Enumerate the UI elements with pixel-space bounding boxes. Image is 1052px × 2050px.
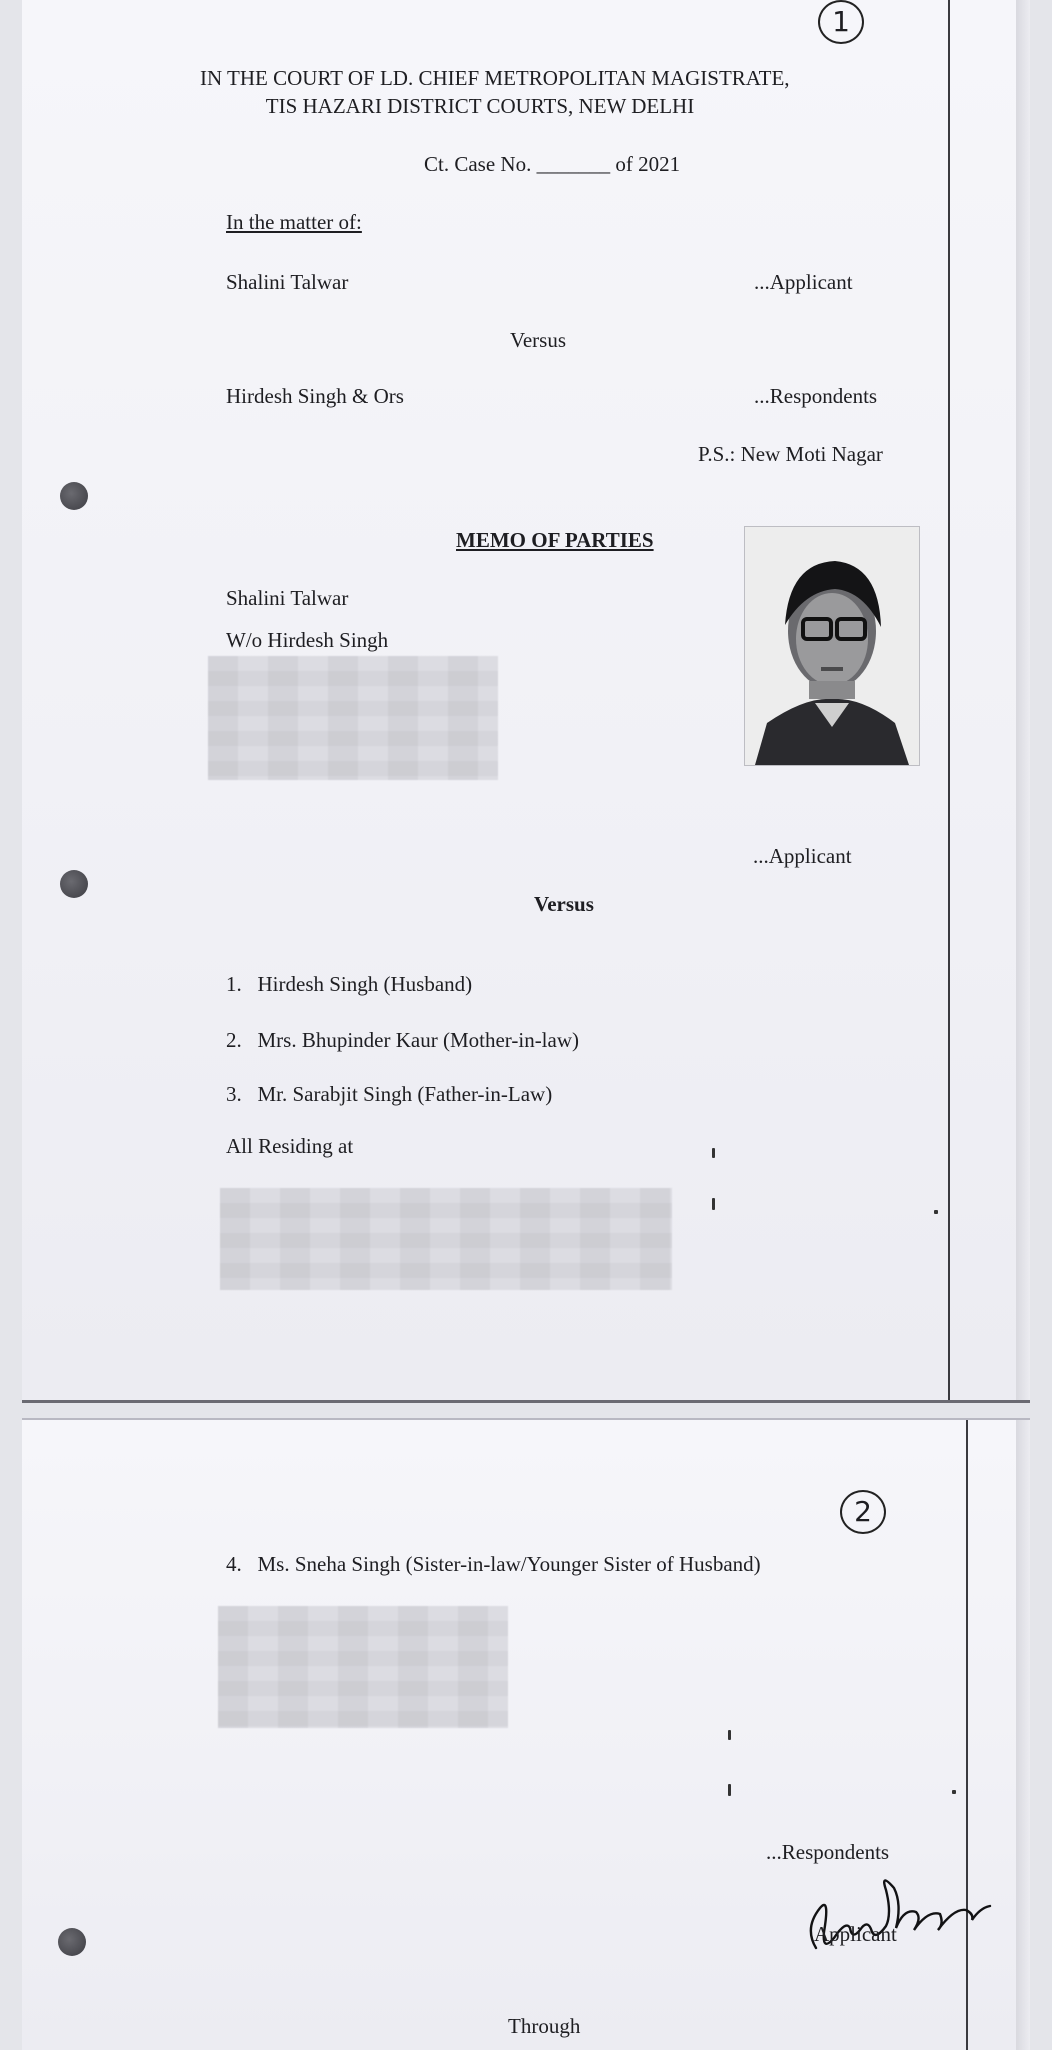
- applicant-photo: [744, 526, 920, 766]
- respondents-role: ...Respondents: [766, 1840, 890, 1864]
- speck: [952, 1790, 956, 1794]
- respondent-text: Ms. Sneha Singh (Sister-in-law/Younger Sister of Husband): [257, 1552, 761, 1576]
- page-edge-shadow: [1016, 0, 1030, 1400]
- versus-label: Versus: [510, 328, 566, 352]
- memo-of-parties-title: MEMO OF PARTIES: [456, 528, 654, 552]
- applicant-role: ...Applicant: [754, 270, 853, 294]
- speck: [728, 1730, 731, 1740]
- police-station: P.S.: New Moti Nagar: [698, 442, 883, 466]
- respondent-1: [226, 974, 472, 995]
- through-label: Through: [508, 2014, 581, 2038]
- respondent-text: Mr. Sarabjit Singh (Father-in-Law): [257, 1082, 553, 1106]
- document-page-2: [22, 1418, 1030, 2050]
- page-number-badge: 1: [818, 0, 864, 44]
- redacted-address-block: [208, 656, 498, 780]
- speck: [934, 1210, 938, 1214]
- redacted-address-block: [218, 1606, 508, 1728]
- applicant-signature: [794, 1868, 994, 1964]
- in-matter-of-heading: In the matter of:: [226, 210, 362, 234]
- respondents-role: ...Respondents: [754, 384, 878, 408]
- respondent-4: [226, 1554, 761, 1575]
- party-applicant-relation: W/o Hirdesh Singh: [226, 628, 389, 652]
- redacted-address-block: [220, 1188, 672, 1290]
- respondents-name: Hirdesh Singh & Ors: [226, 384, 404, 408]
- page-edge-shadow: [1016, 1420, 1030, 2050]
- party-applicant-role: ...Applicant: [753, 844, 852, 868]
- court-heading-line2: TIS HAZARI DISTRICT COURTS, NEW DELHI: [265, 94, 695, 118]
- court-heading-line1: IN THE COURT OF LD. CHIEF METROPOLITAN MAGISTRATE,: [200, 66, 790, 90]
- party-applicant-name: Shalini Talwar: [226, 586, 349, 610]
- punch-hole: [60, 482, 88, 510]
- respondent-number: 4.: [226, 1552, 242, 1576]
- respondent-text: Mrs. Bhupinder Kaur (Mother-in-law): [257, 1028, 580, 1052]
- respondent-2: [226, 1030, 579, 1051]
- respondent-number: 1.: [226, 972, 242, 996]
- respondent-number: 2.: [226, 1028, 242, 1052]
- respondent-text: Hirdesh Singh (Husband): [257, 972, 473, 996]
- punch-hole: [60, 870, 88, 898]
- applicant-label: Applicant: [814, 1922, 897, 1946]
- respondent-number: 3.: [226, 1082, 242, 1106]
- page-edge-line: [948, 0, 950, 1400]
- speck: [712, 1198, 715, 1210]
- speck: [712, 1148, 715, 1158]
- respondent-3: [226, 1084, 552, 1105]
- versus-bold-label: Versus: [534, 892, 594, 916]
- applicant-name: Shalini Talwar: [226, 270, 349, 294]
- page-number-badge: 2: [840, 1490, 886, 1534]
- speck: [728, 1784, 731, 1796]
- punch-hole: [58, 1928, 86, 1956]
- document-page-1: [22, 0, 1030, 1403]
- all-residing-label: All Residing at: [226, 1134, 354, 1158]
- case-number: Ct. Case No. _______ of 2021: [424, 152, 681, 176]
